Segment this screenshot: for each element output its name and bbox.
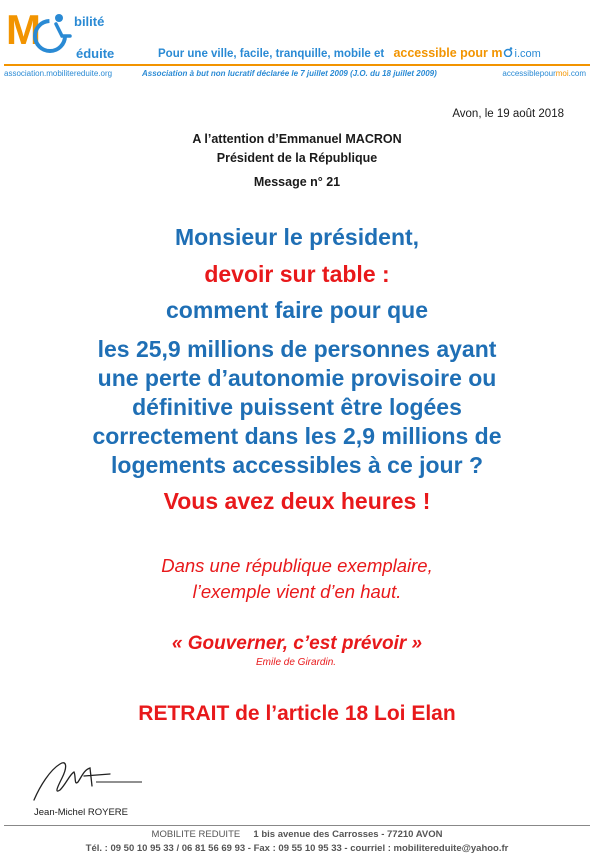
footer-street: 1 bis avenue des Carrosses - 77210 AVON <box>253 829 443 840</box>
quote-line: l’exemple vient d’en haut. <box>192 581 402 602</box>
quote-author: Emile de Girardin. <box>256 657 337 668</box>
footer-contact: Tél. : 09 50 10 95 33 / 06 81 56 69 93 - Fax : 09 55 10 95 33 - courriel : mobilitereduite@yahoo.fr <box>85 843 509 854</box>
quote-line: Dans une république exemplaire, <box>161 555 433 576</box>
question-line: les 25,9 millions de personnes ayant <box>97 336 497 362</box>
signature-scribble-icon <box>30 756 160 808</box>
question-intro: comment faire pour que <box>166 297 428 323</box>
recipient-title: Président de la République <box>216 151 378 165</box>
question-body <box>0 335 594 480</box>
question-line: correctement dans les 2,9 millions de <box>92 423 502 449</box>
subheader <box>4 69 590 81</box>
footer-divider <box>4 825 590 826</box>
logo-text-line1: bilité <box>74 14 105 29</box>
question-line: définitive puissent être logées <box>132 394 462 420</box>
logo <box>6 6 156 64</box>
wheelchair-logo-icon <box>6 6 76 64</box>
footer-org: MOBILITE REDUITE <box>151 829 241 840</box>
question-line: une perte d’autonomie provisoire ou <box>97 365 497 391</box>
assignment-heading: devoir sur table : <box>204 261 390 287</box>
wheelchair-icon <box>503 47 515 57</box>
svg-text:M: M <box>6 6 41 53</box>
signature <box>30 756 160 808</box>
signer-name: Jean-Michel ROYERE <box>34 807 128 818</box>
association-note: Association à but non lucratif déclarée le 7 juillet 2009 (J.O. du 18 juillet 2009) <box>142 69 437 78</box>
tagline-text: Pour une ville, facile, tranquille, mobile et <box>158 48 385 60</box>
salutation: Monsieur le président, <box>174 224 420 250</box>
site-left-link[interactable]: association.mobilitereduite.org <box>4 69 113 78</box>
logo-text-line2: éduite <box>76 46 115 61</box>
site-right-link[interactable]: accessiblepourmoi.com <box>502 69 586 78</box>
message-number: Message n° 21 <box>253 175 341 189</box>
tagline-highlight: accessible pour m i.com <box>393 46 541 60</box>
tagline <box>158 46 541 60</box>
demand-heading: RETRAIT de l’article 18 Loi Elan <box>138 702 456 725</box>
quote-gouverner: « Gouverner, c’est prévoir » <box>171 633 423 654</box>
time-limit: Vous avez deux heures ! <box>163 488 431 514</box>
quote-republic <box>0 553 594 605</box>
question-line: logements accessibles à ce jour ? <box>111 452 483 478</box>
header-divider <box>4 64 590 66</box>
footer-address <box>0 829 594 840</box>
recipient-name: A l’attention d’Emmanuel MACRON <box>192 132 402 146</box>
letter-date: Avon, le 19 août 2018 <box>452 108 564 120</box>
recipient-block <box>0 130 594 168</box>
